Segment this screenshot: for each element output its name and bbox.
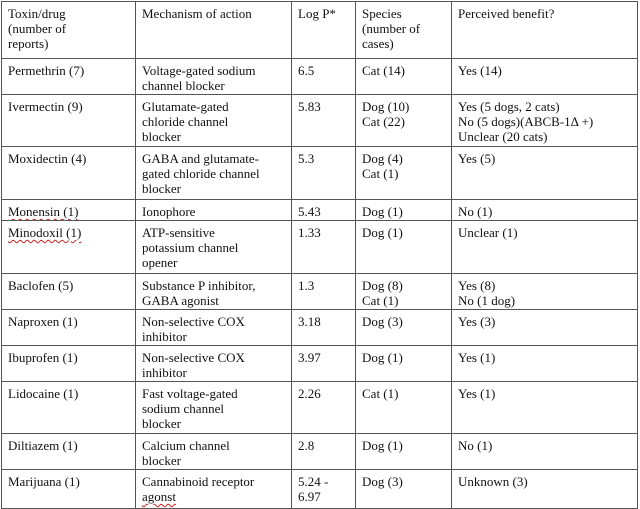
mechanism-line: opener (142, 255, 178, 270)
cell-benefit (452, 346, 638, 382)
cell-log-p (292, 382, 356, 434)
cell-log-p (292, 95, 356, 147)
header-toxin-drug (2, 2, 136, 59)
species-line: Dog (8) (362, 278, 403, 293)
mechanism-line: Substance P inhibitor, (142, 278, 256, 293)
cell-mechanism (136, 200, 292, 221)
cell-benefit (452, 200, 638, 221)
table-row (2, 200, 638, 221)
table-row (2, 147, 638, 200)
log-p-line: 5.24 - (298, 474, 329, 489)
table-row (2, 274, 638, 310)
species-line: Cat (14) (362, 63, 405, 78)
benefit-line: Unclear (1) (458, 225, 518, 240)
cell-log-p (292, 470, 356, 509)
cell-toxin (2, 200, 136, 221)
header-line: Mechanism of action (142, 6, 252, 21)
header-line: cases) (362, 36, 394, 51)
benefit-line: Yes (14) (458, 63, 502, 78)
mechanism-line: chloride channel (142, 114, 229, 129)
cell-species (356, 221, 452, 274)
mechanism-line: sodium channel (142, 401, 224, 416)
mechanism-line: blocker (142, 416, 181, 431)
log-p-line: 6.97 (298, 489, 321, 504)
mechanism-line: inhibitor (142, 365, 187, 380)
mechanism-line: ATP-sensitive (142, 225, 215, 240)
log-p-line: 1.33 (298, 225, 321, 240)
header-line: reports) (8, 36, 49, 51)
species-line: Dog (3) (362, 314, 403, 329)
cell-toxin (2, 434, 136, 470)
cell-benefit (452, 95, 638, 147)
log-p-line: 5.83 (298, 99, 321, 114)
table-row (2, 346, 638, 382)
header-log-p (292, 2, 356, 59)
log-p-line: 2.8 (298, 438, 315, 453)
species-line: Dog (1) (362, 350, 403, 365)
cell-log-p (292, 434, 356, 470)
cell-benefit (452, 434, 638, 470)
toxin-line: Ibuprofen (1) (8, 350, 78, 365)
species-line: Dog (10) (362, 99, 410, 114)
species-line: Dog (1) (362, 225, 403, 240)
benefit-line: Yes (1) (458, 350, 496, 365)
cell-log-p (292, 310, 356, 346)
cell-benefit (452, 382, 638, 434)
toxin-line: Minodoxil (1) (8, 225, 82, 240)
species-line: Cat (22) (362, 114, 405, 129)
cell-toxin (2, 95, 136, 147)
toxin-line: Permethrin (7) (8, 63, 85, 78)
cell-toxin (2, 59, 136, 95)
cell-toxin (2, 470, 136, 509)
cell-species (356, 382, 452, 434)
benefit-line: No (1) (458, 438, 493, 453)
cell-species (356, 59, 452, 95)
toxin-line: Baclofen (5) (8, 278, 74, 293)
toxin-line: Monensin (1) (8, 204, 79, 219)
benefit-line: No (1) (458, 204, 493, 219)
cell-mechanism (136, 434, 292, 470)
cell-log-p (292, 59, 356, 95)
benefit-line: No (5 dogs)(ABCB-1Δ +) (458, 114, 594, 129)
cell-log-p (292, 147, 356, 200)
cell-log-p (292, 200, 356, 221)
mechanism-line: Calcium channel (142, 438, 230, 453)
cell-species (356, 95, 452, 147)
mechanism-line: agonst (142, 489, 176, 504)
cell-benefit (452, 274, 638, 310)
log-p-line: 5.3 (298, 151, 315, 166)
benefit-line: Yes (1) (458, 386, 496, 401)
cell-log-p (292, 221, 356, 274)
cell-mechanism (136, 147, 292, 200)
toxin-line: Lidocaine (1) (8, 386, 79, 401)
species-line: Dog (1) (362, 438, 403, 453)
cell-toxin (2, 274, 136, 310)
benefit-line: Yes (5) (458, 151, 496, 166)
toxin-line: Diltiazem (1) (8, 438, 78, 453)
species-line: Dog (1) (362, 204, 403, 219)
mechanism-line: Cannabinoid receptor (142, 474, 255, 489)
species-line: Dog (4) (362, 151, 403, 166)
cell-mechanism (136, 59, 292, 95)
cell-benefit (452, 470, 638, 509)
toxin-line: Marijuana (1) (8, 474, 80, 489)
cell-species (356, 470, 452, 509)
cell-species (356, 434, 452, 470)
cell-species (356, 274, 452, 310)
log-p-line: 2.26 (298, 386, 321, 401)
log-p-line: 3.18 (298, 314, 321, 329)
cell-species (356, 147, 452, 200)
cell-mechanism (136, 95, 292, 147)
benefit-line: Yes (5 dogs, 2 cats) (458, 99, 560, 114)
mechanism-line: GABA and glutamate- (142, 151, 259, 166)
cell-mechanism (136, 310, 292, 346)
cell-species (356, 346, 452, 382)
mechanism-line: blocker (142, 129, 181, 144)
mechanism-line: inhibitor (142, 329, 187, 344)
mechanism-line: Non-selective COX (142, 314, 245, 329)
header-line: (number of (8, 21, 67, 36)
toxin-line: Ivermectin (9) (8, 99, 83, 114)
cell-mechanism (136, 274, 292, 310)
log-p-line: 1.3 (298, 278, 315, 293)
toxin-drug-table (1, 1, 638, 509)
benefit-line: No (1 dog) (458, 293, 516, 308)
table-row (2, 382, 638, 434)
cell-mechanism (136, 221, 292, 274)
mechanism-line: Glutamate-gated (142, 99, 229, 114)
toxin-line: Naproxen (1) (8, 314, 78, 329)
table-row (2, 221, 638, 274)
mechanism-line: potassium channel (142, 240, 239, 255)
cell-log-p (292, 346, 356, 382)
log-p-line: 5.43 (298, 204, 321, 219)
log-p-line: 3.97 (298, 350, 321, 365)
benefit-line: Unclear (20 cats) (458, 129, 548, 144)
species-line: Cat (1) (362, 293, 399, 308)
header-line: Log P* (298, 6, 336, 21)
species-line: Cat (1) (362, 166, 399, 181)
cell-toxin (2, 310, 136, 346)
cell-benefit (452, 59, 638, 95)
cell-benefit (452, 221, 638, 274)
table-row (2, 95, 638, 147)
cell-toxin (2, 346, 136, 382)
cell-mechanism (136, 346, 292, 382)
species-line: Dog (3) (362, 474, 403, 489)
cell-benefit (452, 310, 638, 346)
mechanism-line: GABA agonist (142, 293, 219, 308)
cell-benefit (452, 147, 638, 200)
cell-toxin (2, 147, 136, 200)
mechanism-line: blocker (142, 453, 181, 468)
header-line: (number of (362, 21, 421, 36)
table-row (2, 59, 638, 95)
cell-mechanism (136, 382, 292, 434)
header-line: Toxin/drug (8, 6, 66, 21)
header-line: Species (362, 6, 402, 21)
cell-log-p (292, 274, 356, 310)
benefit-line: Yes (8) (458, 278, 496, 293)
header-line: Perceived benefit? (458, 6, 555, 21)
cell-species (356, 310, 452, 346)
species-line: Cat (1) (362, 386, 399, 401)
cell-toxin (2, 382, 136, 434)
mechanism-line: Non-selective COX (142, 350, 245, 365)
log-p-line: 6.5 (298, 63, 315, 78)
mechanism-line: Ionophore (142, 204, 196, 219)
table-row (2, 470, 638, 509)
header-row (2, 2, 638, 59)
benefit-line: Yes (3) (458, 314, 496, 329)
mechanism-line: Fast voltage-gated (142, 386, 238, 401)
header-perceived-benefit (452, 2, 638, 59)
header-species (356, 2, 452, 59)
header-mechanism (136, 2, 292, 59)
benefit-line: Unknown (3) (458, 474, 528, 489)
table-row (2, 434, 638, 470)
cell-mechanism (136, 470, 292, 509)
mechanism-line: channel blocker (142, 78, 225, 93)
table-row (2, 310, 638, 346)
mechanism-line: blocker (142, 181, 181, 196)
cell-species (356, 200, 452, 221)
toxin-line: Moxidectin (4) (8, 151, 87, 166)
cell-toxin (2, 221, 136, 274)
mechanism-line: gated chloride channel (142, 166, 260, 181)
mechanism-line: Voltage-gated sodium (142, 63, 256, 78)
